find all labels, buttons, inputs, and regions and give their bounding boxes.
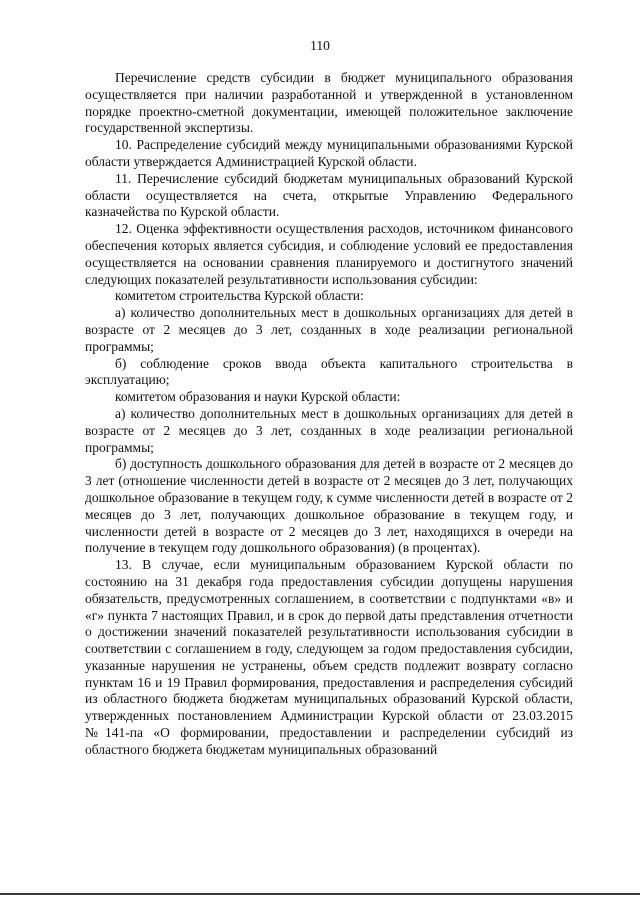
paragraph-education-committee: комитетом образования и науки Курской области:	[115, 389, 401, 405]
scan-bottom-edge	[0, 893, 640, 895]
document-body	[85, 70, 573, 759]
paragraph-construction-a: а) количество дополнительных мест в дошкольных организациях для детей в возрасте от 2 месяцев до 3 лет, созданных в ходе реализации региональной программы;	[85, 305, 573, 354]
page-number: 110	[310, 38, 330, 53]
paragraph-12-efficiency: 12. Оценка эффективности осуществления расходов, источником финансового обеспечения которых является субсидия, и соблюдение условий ее предоставления осуществляется на основании сравнения планируемого и достигнутого значений следующих показателей результативности использования субсидии:	[85, 221, 573, 287]
paragraph-education-a: а) количество дополнительных мест в дошкольных организациях для детей в возрасте от 2 месяцев до 3 лет, созданных в ходе реализации региональной программы;	[85, 405, 573, 455]
paragraph-construction-b: б) соблюдение сроков ввода объекта капитального строительства в эксплуатацию;	[85, 355, 573, 388]
paragraph-11-transfer-accounts: 11. Перечисление субсидий бюджетам муниципальных образований Курской области осуществляется на счета, открытые Управлению Федерального казначейства по Курской области.	[85, 170, 573, 220]
paragraph-13-violations: 13. В случае, если муниципальным образованием Курской области по состоянию на 31 декабря года предоставления субсидии допущены нарушения обязательств, предусмотренных соглашением, в соответствии с подпунктами «в» и «г» пункта 7 настоящих Правил, и в срок до первой даты представления отчетности о достижении значений показателей результативности использования субсидии в соответствии с соглашением в году, следующем за годом предоставления субсидии, указанные нарушения не устранены, объем средств подлежит возврату согласно пунктам 16 и 19 Правил формирования, предоставления и распределения субсидий из областного бюджета бюджетам муниципальных образований Курской области, утвержденных постановлением Администрации Курской области от 23.03.2015 №141-па «О формировании, предоставлении и распределении субсидий из областного бюджета бюджетам муниципальных образований	[85, 557, 573, 757]
paragraph-education-b: б) доступность дошкольного образования для детей в возрасте от 2 месяцев до 3 лет (отношение численности детей в возрасте от 2 месяцев до 3 лет, получающих дошкольное образование в текущем году, к сумме численности детей в возрасте от 2 месяцев до 3 лет, получающих дошкольное образование в текущем году, и численности детей в возрасте от 2 месяцев до 3 лет, находящихся в очереди на получение в текущем году дошкольного образования) (в процентах).	[85, 456, 573, 556]
paragraph-construction-committee: комитетом строительства Курской области:	[115, 288, 364, 304]
paragraph-10-distribution: 10. Распределение субсидий между муниципальными образованиями Курской области утверждается Администрацией Курской области.	[85, 137, 573, 169]
paragraph-funding-transfer: Перечисление средств субсидии в бюджет муниципального образования осуществляется при наличии разработанной и утвержденной в установленном порядке проектно-сметной документации, имеющей положительное заключение государственной экспертизы.	[85, 70, 573, 136]
